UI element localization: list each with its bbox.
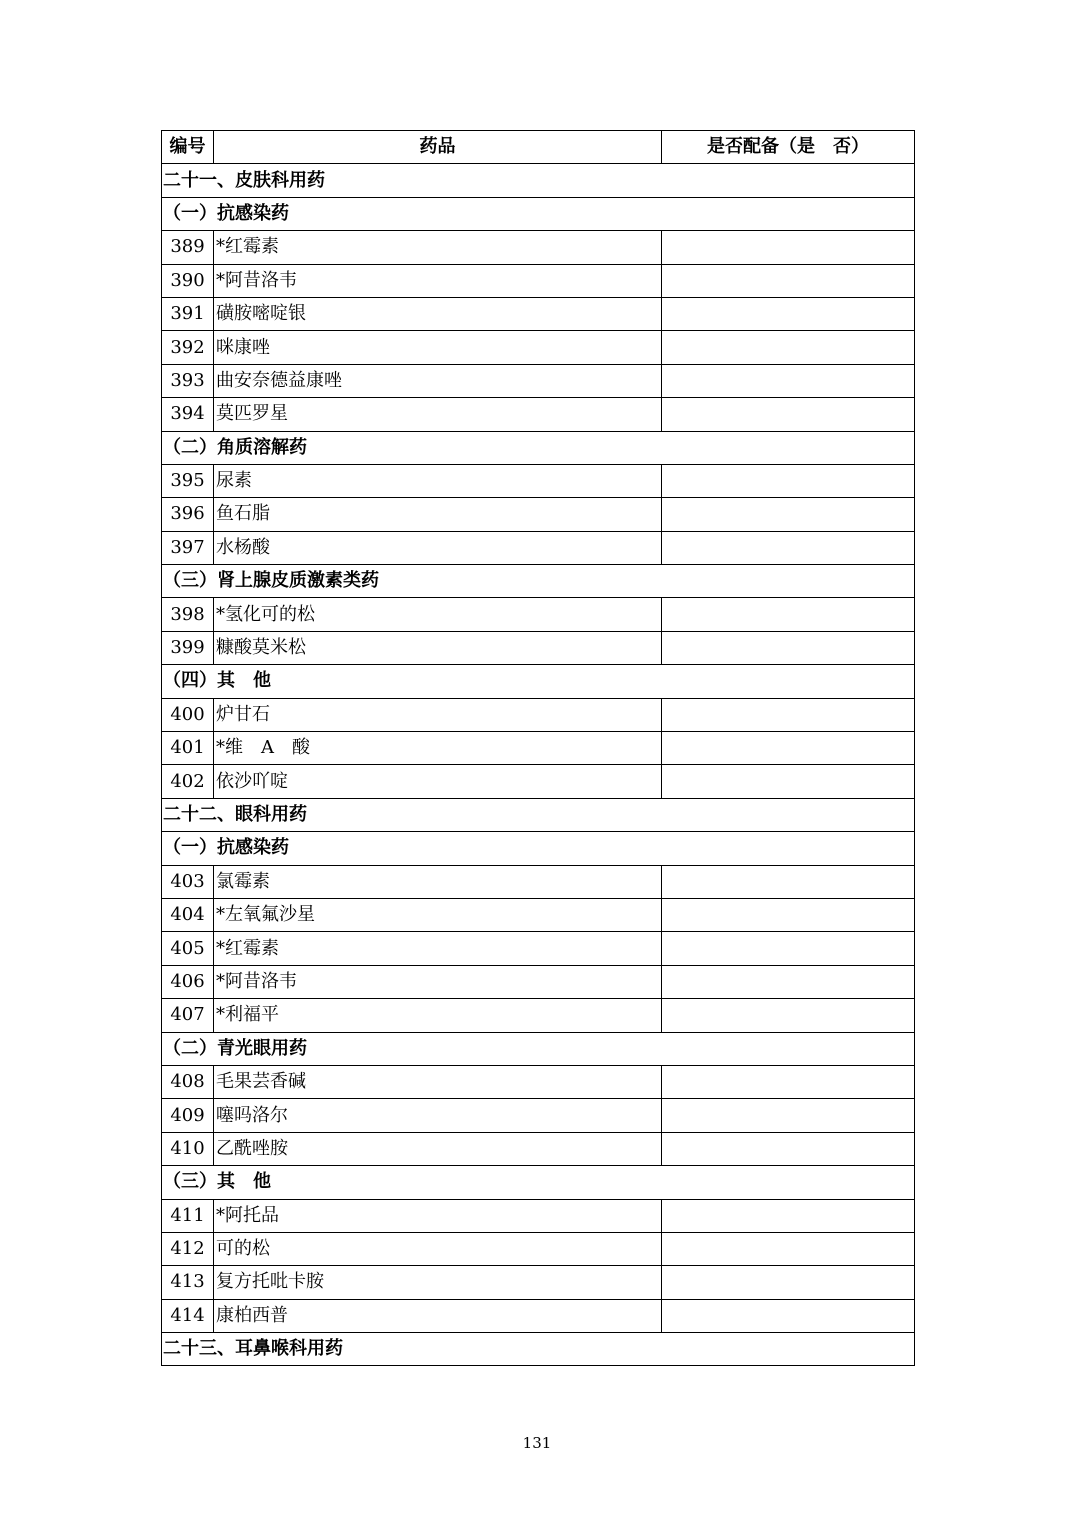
table-row (162, 732, 915, 765)
table-row (162, 765, 915, 798)
drug-name: 炉甘石 (214, 698, 662, 731)
section-row (162, 665, 915, 698)
equipped-cell[interactable] (662, 1099, 915, 1132)
table-row (162, 1199, 915, 1232)
drug-number: 407 (162, 999, 214, 1032)
table-row (162, 698, 915, 731)
drug-name: 磺胺嘧啶银 (214, 297, 662, 330)
page-number: 131 (522, 1434, 552, 1452)
equipped-cell[interactable] (662, 297, 915, 330)
table-row (162, 398, 915, 431)
equipped-cell[interactable] (662, 498, 915, 531)
drug-name: *红霉素 (214, 932, 662, 965)
section-row (162, 565, 915, 598)
table-row (162, 1065, 915, 1098)
table-row (162, 598, 915, 631)
drug-name: 复方托吡卡胺 (214, 1266, 662, 1299)
section-title: （三）肾上腺皮质激素类药 (162, 565, 915, 598)
drug-number: 414 (162, 1299, 214, 1332)
table-row (162, 364, 915, 397)
drug-name: *左氧氟沙星 (214, 898, 662, 931)
equipped-cell[interactable] (662, 698, 915, 731)
drug-name: 莫匹罗星 (214, 398, 662, 431)
section-row (162, 1166, 915, 1199)
equipped-cell[interactable] (662, 999, 915, 1032)
table-row (162, 331, 915, 364)
drug-number: 390 (162, 264, 214, 297)
equipped-cell[interactable] (662, 865, 915, 898)
section-title: （三）其 他 (162, 1166, 915, 1199)
section-title: 二十三、耳鼻喉科用药 (162, 1333, 915, 1366)
drug-number: 401 (162, 732, 214, 765)
drug-name: 曲安奈德益康唑 (214, 364, 662, 397)
equipped-cell[interactable] (662, 231, 915, 264)
section-row (162, 197, 915, 230)
drug-name: 依沙吖啶 (214, 765, 662, 798)
drug-name: 尿素 (214, 464, 662, 497)
drug-number: 397 (162, 531, 214, 564)
drug-checklist-table (161, 130, 915, 1366)
section-title: （四）其 他 (162, 665, 915, 698)
section-row (162, 1032, 915, 1065)
section-title: （二）青光眼用药 (162, 1032, 915, 1065)
drug-number: 404 (162, 898, 214, 931)
table-row (162, 1099, 915, 1132)
equipped-cell[interactable] (662, 598, 915, 631)
equipped-cell[interactable] (662, 932, 915, 965)
table-row (162, 965, 915, 998)
table-row (162, 297, 915, 330)
drug-number: 395 (162, 464, 214, 497)
header-drug: 药品 (214, 131, 662, 164)
equipped-cell[interactable] (662, 631, 915, 664)
equipped-cell[interactable] (662, 732, 915, 765)
equipped-cell[interactable] (662, 1065, 915, 1098)
drug-name: 乙酰唑胺 (214, 1132, 662, 1165)
section-title: （二）角质溶解药 (162, 431, 915, 464)
drug-number: 412 (162, 1232, 214, 1265)
drug-number: 400 (162, 698, 214, 731)
equipped-cell[interactable] (662, 364, 915, 397)
table-row (162, 1232, 915, 1265)
equipped-cell[interactable] (662, 1199, 915, 1232)
drug-name: 噻吗洛尔 (214, 1099, 662, 1132)
section-row (162, 832, 915, 865)
drug-name: *阿托品 (214, 1199, 662, 1232)
drug-name: 糠酸莫米松 (214, 631, 662, 664)
table-row (162, 999, 915, 1032)
drug-name: *维 A 酸 (214, 732, 662, 765)
equipped-cell[interactable] (662, 765, 915, 798)
equipped-cell[interactable] (662, 531, 915, 564)
table-row (162, 231, 915, 264)
drug-name: 水杨酸 (214, 531, 662, 564)
drug-name: *氢化可的松 (214, 598, 662, 631)
drug-name: 毛果芸香碱 (214, 1065, 662, 1098)
table-row (162, 865, 915, 898)
drug-number: 396 (162, 498, 214, 531)
drug-name: *红霉素 (214, 231, 662, 264)
drug-number: 402 (162, 765, 214, 798)
table-row (162, 264, 915, 297)
drug-number: 410 (162, 1132, 214, 1165)
table-row (162, 464, 915, 497)
section-row (162, 164, 915, 197)
table-row (162, 1266, 915, 1299)
equipped-cell[interactable] (662, 1232, 915, 1265)
equipped-cell[interactable] (662, 1132, 915, 1165)
drug-name: 可的松 (214, 1232, 662, 1265)
drug-name: *利福平 (214, 999, 662, 1032)
section-title: 二十二、眼科用药 (162, 798, 915, 831)
section-title: （一）抗感染药 (162, 832, 915, 865)
header-equipped: 是否配备（是 否） (662, 131, 915, 164)
drug-number: 411 (162, 1199, 214, 1232)
drug-number: 408 (162, 1065, 214, 1098)
table-row (162, 631, 915, 664)
drug-number: 389 (162, 231, 214, 264)
table-row (162, 531, 915, 564)
drug-name: *阿昔洛韦 (214, 264, 662, 297)
drug-number: 399 (162, 631, 214, 664)
header-number: 编号 (162, 131, 214, 164)
equipped-cell[interactable] (662, 898, 915, 931)
table-row (162, 898, 915, 931)
table-header-row (162, 131, 915, 164)
section-title: 二十一、皮肤科用药 (162, 164, 915, 197)
equipped-cell[interactable] (662, 965, 915, 998)
table-row (162, 932, 915, 965)
section-row (162, 798, 915, 831)
drug-number: 406 (162, 965, 214, 998)
drug-name: 咪康唑 (214, 331, 662, 364)
drug-number: 394 (162, 398, 214, 431)
table-row (162, 1299, 915, 1332)
drug-number: 391 (162, 297, 214, 330)
table-row (162, 1132, 915, 1165)
drug-number: 413 (162, 1266, 214, 1299)
equipped-cell[interactable] (662, 331, 915, 364)
section-title: （一）抗感染药 (162, 197, 915, 230)
drug-name: 鱼石脂 (214, 498, 662, 531)
drug-number: 409 (162, 1099, 214, 1132)
equipped-cell[interactable] (662, 1299, 915, 1332)
equipped-cell[interactable] (662, 264, 915, 297)
drug-number: 405 (162, 932, 214, 965)
equipped-cell[interactable] (662, 398, 915, 431)
drug-name: *阿昔洛韦 (214, 965, 662, 998)
drug-name: 康柏西普 (214, 1299, 662, 1332)
section-row (162, 1333, 915, 1366)
equipped-cell[interactable] (662, 1266, 915, 1299)
drug-name: 氯霉素 (214, 865, 662, 898)
drug-number: 392 (162, 331, 214, 364)
table-row (162, 498, 915, 531)
equipped-cell[interactable] (662, 464, 915, 497)
drug-number: 403 (162, 865, 214, 898)
drug-number: 398 (162, 598, 214, 631)
section-row (162, 431, 915, 464)
drug-number: 393 (162, 364, 214, 397)
